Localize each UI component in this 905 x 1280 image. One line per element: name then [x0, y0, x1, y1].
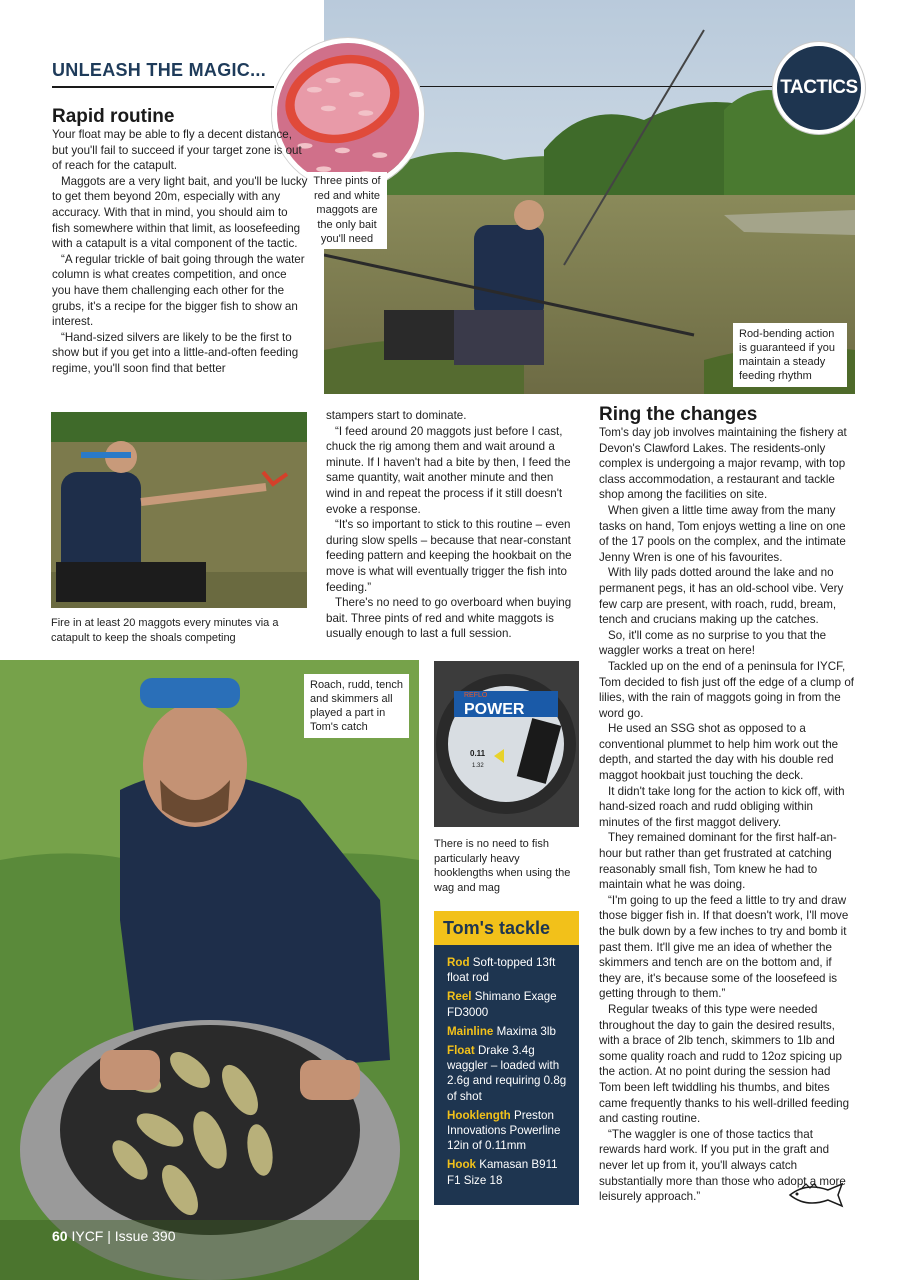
tackle-key: Reel	[447, 990, 472, 1004]
spool-size: 0.11	[470, 749, 486, 758]
rod-caption: Rod-bending action is guaranteed if you maintain a steady feeding rhythm	[733, 323, 847, 387]
tactics-badge: TACTICS	[773, 42, 865, 134]
paragraph: There's no need to go overboard when buying bait. Three pints of red and white maggots is usually enough to last a full session.	[326, 596, 572, 641]
tackle-value: Drake 3.4g waggler – loaded with 2.6g and requiring 0.8g of shot	[447, 1044, 567, 1103]
maggots-caption: Three pints of red and white maggots are the only bait you'll need	[307, 172, 387, 249]
spool-brand: REFLO	[464, 692, 488, 699]
catch-caption: Roach, rudd, tench and skimmers all played a part in Tom's catch	[304, 674, 409, 738]
tackle-item	[447, 1157, 571, 1187]
paragraph: “I'm going to up the feed a little to try and draw those bigger fish in. If that doesn't work, I'll move the bulk down by a few inches to try and bomb it past them. It'll give me an idea of whether the skimmers and tench are on the bottom and, if they are, it's because some of the loosefeed is getting through to them.”	[599, 893, 849, 1001]
heading-ring-the-changes: Ring the changes	[599, 404, 758, 425]
paragraph: “Hand-sized silvers are likely to be the first to show but if you get into a little-and-often feeding regime, you'll soon find that better	[52, 330, 299, 375]
paragraph: He used an SSG shot as opposed to a conventional plummet to help him work out the depth, and started the day with his double red maggot hookbait just touching the deck.	[599, 722, 839, 783]
tackle-list	[434, 945, 579, 1188]
footer-separator: |	[107, 1228, 111, 1244]
paragraph: With lily pads dotted around the lake and no permanent pegs, it has an old-school vibe. Very few carp are present, with roach, rudd, bream, tench and crucians making up the catches.	[599, 566, 844, 627]
paragraph: “It's so important to stick to this routine – even during slow spells – because that near-constant feeding pattern and keeping the hookbait on the move is what will eventually trigger the fish into feeding.”	[326, 518, 572, 594]
tackle-key: Mainline	[447, 1024, 494, 1038]
kicker-rule	[52, 86, 274, 88]
tackle-key: Rod	[447, 956, 470, 969]
paragraph: “A regular trickle of bait going through the water column is what creates competition, and once you have them challenging each other for the grubs, it's a recipe for the bigger fish to show an interest.	[52, 252, 305, 329]
spool-strength: 1.32	[472, 763, 484, 769]
issue-number: Issue 390	[114, 1228, 176, 1244]
paragraph: “The waggler is one of those tactics that rewards hard work. If you put in the graft and never let up from it, you'll always catch substantially more than those who adopt a more leisurely approach.”	[599, 1127, 846, 1204]
tackle-key: Hooklength	[447, 1108, 511, 1122]
catapult-caption: Fire in at least 20 maggots every minutes via a catapult to keep the shoals competing	[51, 617, 279, 644]
tackle-key: Float	[447, 1044, 475, 1058]
tackle-value: Kamasan B911 F1 Size 18	[447, 1158, 558, 1187]
tackle-value: Maxima 3lb	[496, 1024, 556, 1038]
paragraph: They remained dominant for the first half-an-hour but rather than get frustrated at catching reasonably small fish, Tom knew he had to maintain what he was doing.	[599, 831, 837, 892]
paragraph: Regular tweaks of this type were needed throughout the day to gain the desired results, with a brace of 2lb tench, skimmers to 1lb and some quality roach and rudd to 12oz spicing up the action. At no point during the session had Tom been left twiddling his thumbs, and bites came frequently thanks to his well-drilled feeding and casting routine.	[599, 1002, 850, 1126]
paragraph: When given a little time away from the many tasks on hand, Tom enjoys wetting a line on one of the 17 pools on the complex, and the intimate Jenny Wren is one of his favourites.	[599, 503, 846, 564]
tackle-value: Soft-topped 13ft float rod	[447, 956, 556, 985]
heading-rapid-routine: Rapid routine	[52, 106, 175, 127]
catch-photo	[0, 660, 419, 1280]
section2-body	[599, 425, 855, 1205]
fish-end-icon	[786, 1180, 848, 1210]
magazine-name: IYCF	[71, 1228, 104, 1244]
paragraph: Your float may be able to fly a decent distance, but you'll fail to succeed if your target zone is out of reach for the catapult.	[52, 128, 302, 173]
paragraph: “I feed around 20 maggots just before I cast, chuck the rig among them and wait around a minute. If I haven't had a bite by then, I feed the same quantity, wait another minute and then wind in and repeat the process if it still doesn't evoke a response.	[326, 424, 571, 516]
tackle-value: Preston Innovations Powerline 12in of 0.11mm	[447, 1108, 561, 1153]
page-number: 60	[52, 1228, 68, 1244]
paragraph: Tom's day job involves maintaining the fishery at Devon's Clawford Lakes. The residents-only complex is undergoing a major revamp, with top class accommodation, a restaurant and tackle shop among the facilities on site.	[599, 426, 847, 502]
tackle-item	[447, 989, 571, 1019]
column2-body	[326, 408, 579, 642]
paragraph: It didn't take long for the action to kick off, with hand-sized roach and rudd obliging within minutes of the first maggot delivery.	[599, 784, 845, 829]
section1-body	[52, 127, 308, 377]
paragraph: Maggots are a very light bait, and you'll be lucky to get them beyond 20m, especially with any accuracy. With that in mind, you should aim to fish somewhere within that limit, as loosefeeding with a catapult is a vital component of the tactic.	[52, 174, 308, 251]
tackle-item	[447, 1024, 571, 1039]
tackle-item	[447, 1108, 571, 1154]
catapult-photo	[51, 412, 307, 608]
kicker-rule-right	[420, 86, 780, 87]
paragraph: Tackled up on the end of a peninsula for IYCF, Tom decided to fish just off the edge of a clump of lilies, with the rain of maggots going in from the word go.	[599, 659, 854, 720]
tackle-key: Hook	[447, 1158, 476, 1172]
line-caption: There is no need to fish particularly heavy hooklengths when using the wag and mag	[434, 838, 571, 894]
paragraph: stampers start to dominate.	[326, 409, 467, 422]
section-kicker: UNLEASH THE MAGIC...	[52, 60, 267, 80]
paragraph: So, it'll come as no surprise to you that the waggler works a treat on here!	[599, 628, 827, 658]
tackle-item	[447, 955, 571, 985]
spool-name: POWER	[464, 701, 525, 718]
page-footer	[52, 1228, 176, 1244]
tackle-item	[447, 1043, 571, 1104]
tackle-title: Tom's tackle	[434, 911, 579, 945]
tackle-box	[434, 911, 579, 1205]
line-spool-photo	[434, 661, 579, 827]
tackle-value: Shimano Exage FD3000	[447, 990, 557, 1019]
